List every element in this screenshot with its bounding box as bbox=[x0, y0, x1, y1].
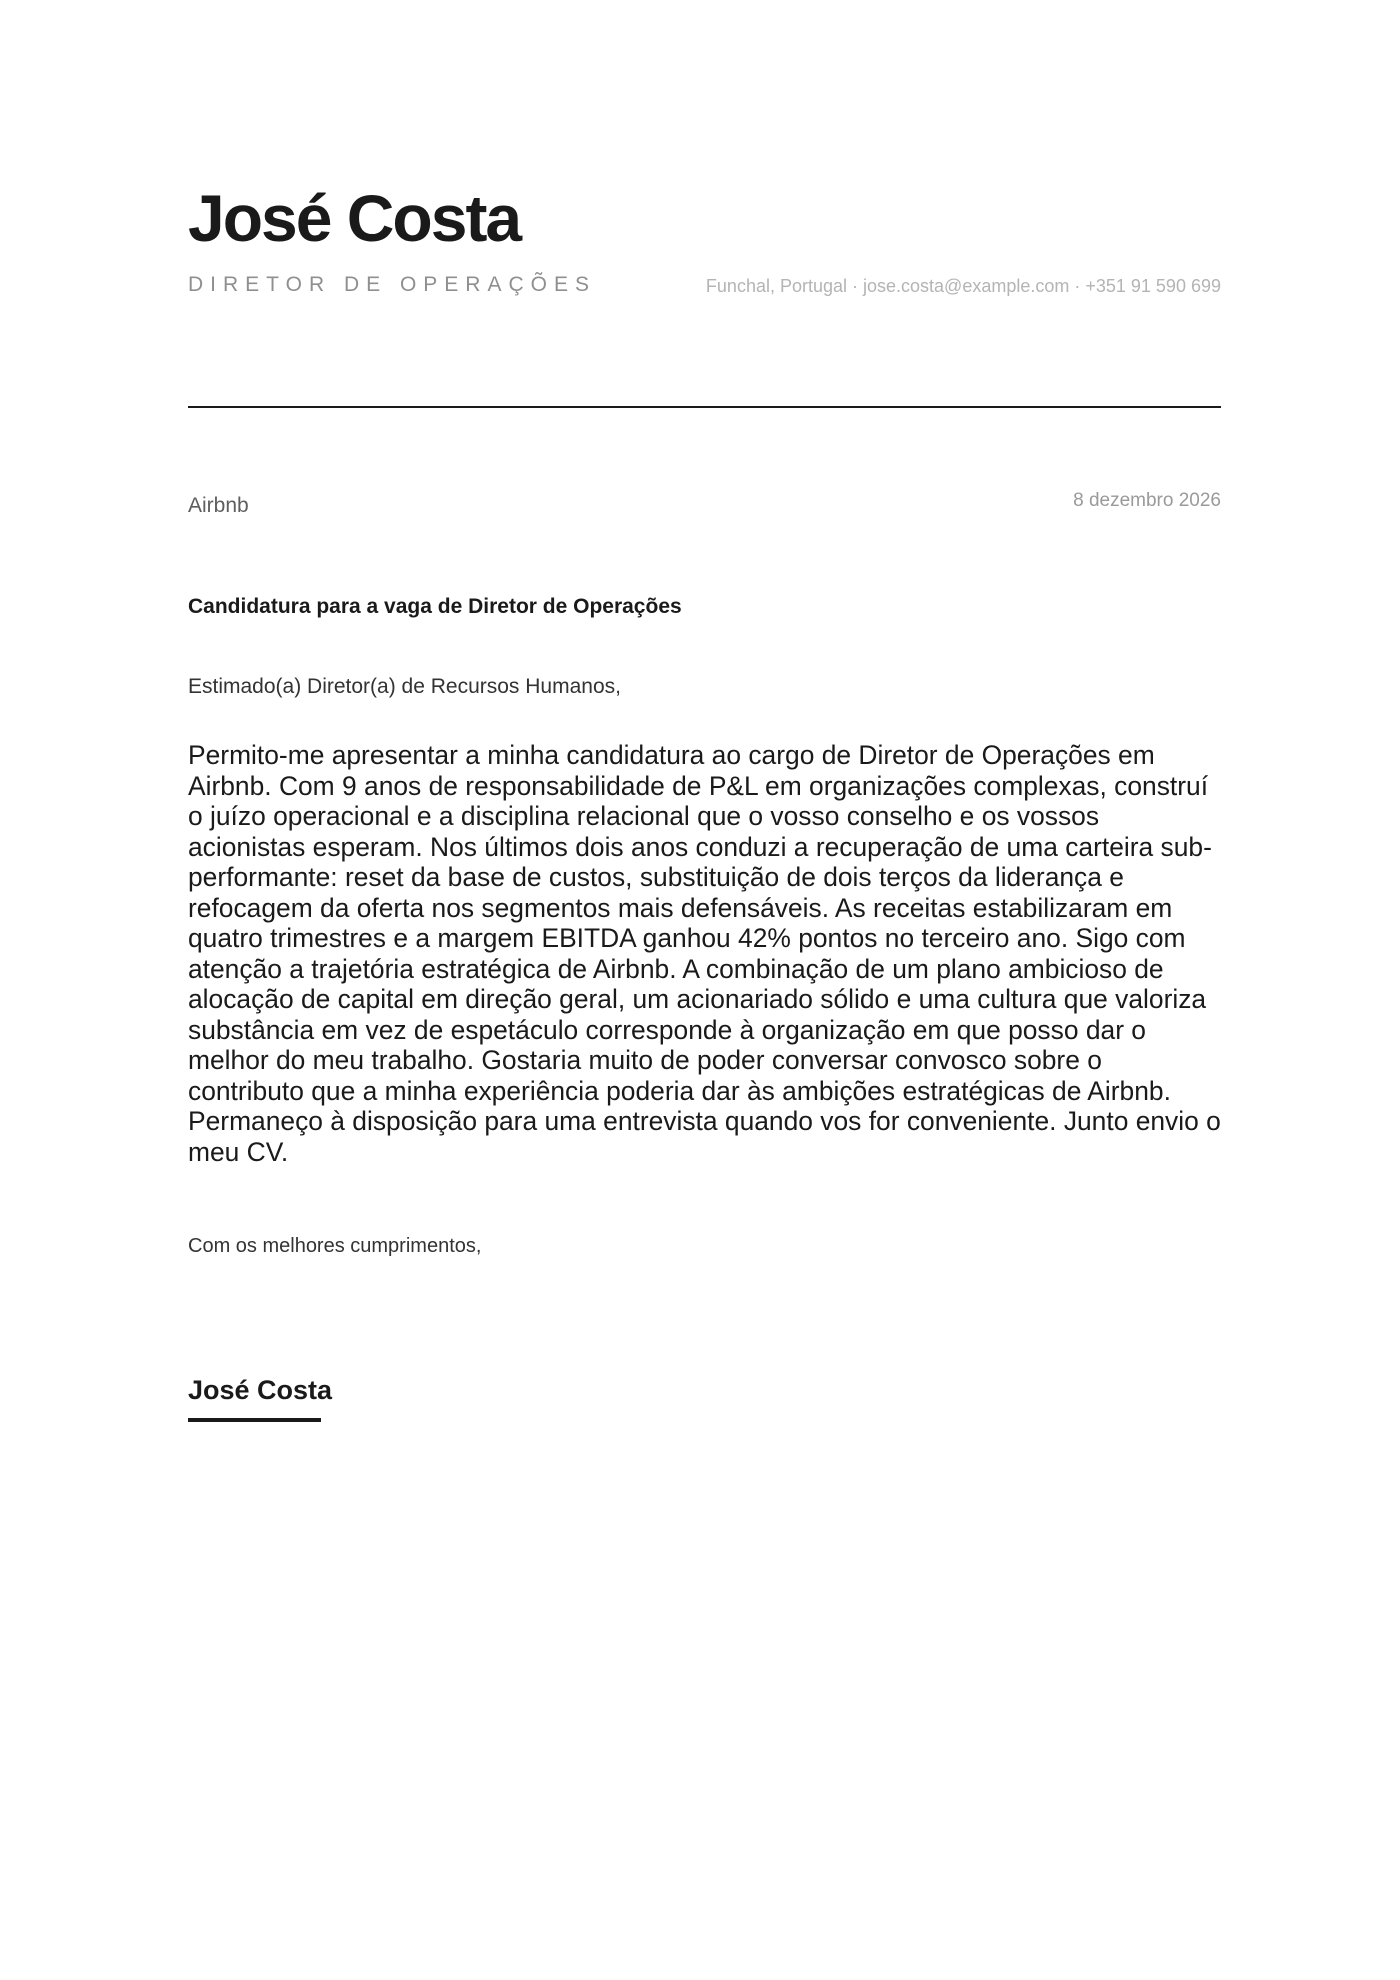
signature-underline bbox=[188, 1418, 321, 1422]
cover-letter-page bbox=[188, 0, 1221, 1980]
letter-salutation: Estimado(a) Diretor(a) de Recursos Humanos, bbox=[188, 675, 621, 698]
letter-date: 8 dezembro 2026 bbox=[1073, 490, 1221, 511]
letter-closing: Com os melhores cumprimentos, bbox=[188, 1235, 482, 1257]
applicant-role: DIRETOR DE OPERAÇÕES bbox=[188, 273, 596, 296]
recipient-company: Airbnb bbox=[188, 494, 249, 517]
signature-name: José Costa bbox=[188, 1375, 333, 1405]
letter-body: Permito-me apresentar a minha candidatura ao cargo de Diretor de Operações em Airbnb. Com 9 anos de responsabilidade de P&L em organizações complexas, construí o juízo operacional e a disciplina relacional que o vosso conselho e os vossos acionistas esperam. Nos últimos dois anos conduzi a recuperação de uma carteira sub-performante: reset da base de custos, substituição de dois terços da liderança e refocagem da oferta nos segmentos mais defensáveis. As receitas estabilizaram em quatro trimestres e a margem EBITDA ganhou 42% pontos no terceiro ano. Sigo com atenção a trajetória estratégica de Airbnb. A combinação de um plano ambicioso de alocação de capital em direção geral, um acionariado sólido e uma cultura que valoriza substância em vez de espetáculo corresponde à organização em que posso dar o melhor do meu trabalho. Gostaria muito de poder conversar convosco sobre o contributo que a minha experiência poderia dar às ambições estratégicas de Airbnb. Permaneço à disposição para uma entrevista quando vos for conveniente. Junto envio o meu CV. bbox=[188, 740, 1221, 1167]
contact-info: Funchal, Portugal · jose.costa@example.com · +351 91 590 699 bbox=[705, 276, 1221, 296]
letter-subject: Candidatura para a vaga de Diretor de Operações bbox=[188, 595, 682, 618]
header-divider bbox=[188, 406, 1221, 408]
applicant-name: José Costa bbox=[188, 181, 521, 255]
